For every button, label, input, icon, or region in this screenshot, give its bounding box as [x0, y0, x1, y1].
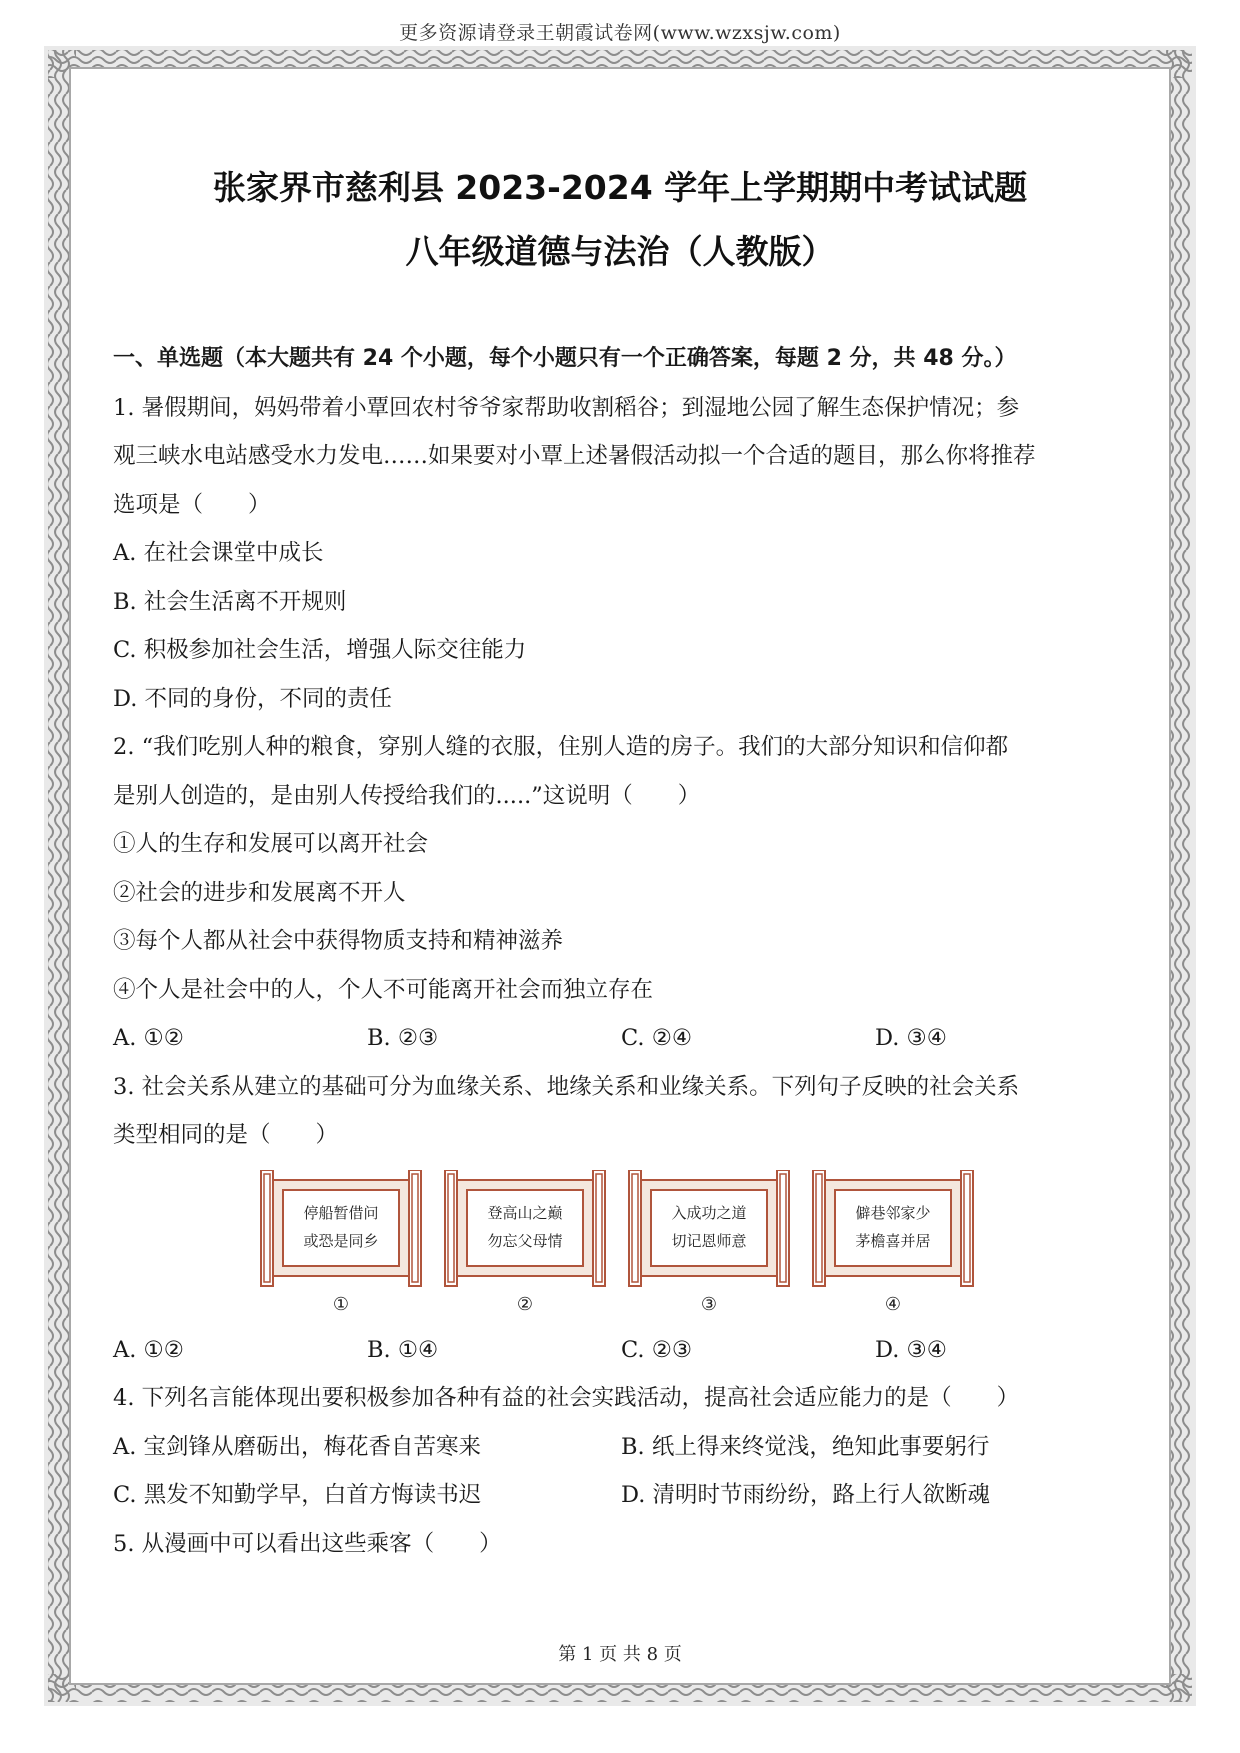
question-4-text: 4. 下列名言能体现出要积极参加各种有益的社会实践活动，提高社会适应能力的是（ ） [113, 1385, 1020, 1411]
scroll-rod-right [777, 1170, 789, 1286]
question-3-option-d: D. ③④ [875, 1336, 947, 1363]
question-3-options [113, 1326, 1129, 1375]
question-2-option-a: A. ①② [113, 1025, 184, 1051]
scroll-text-line1: 停船暂借问 [303, 1203, 379, 1222]
question-2-statement: ④个人是社会中的人，个人不可能离开社会而独立存在 [113, 976, 654, 1003]
scroll-label: ① [332, 1293, 350, 1315]
question-1-text: 1. 暑假期间，妈妈带着小覃回农村爷爷家帮助收割稻谷；到湿地公园了解生态保护情况；参 [113, 394, 1020, 421]
question-4-option-d: D. 清明时节雨纷纷，路上行人欲断魂 [621, 1482, 991, 1508]
question-3-text: 3. 社会关系从建立的基础可分为血缘关系、地缘关系和业缘关系。下列句子反映的社会关系 [113, 1073, 1020, 1100]
question-5-text: 5. 从漫画中可以看出这些乘客（ ） [113, 1530, 502, 1557]
scroll-text-line2: 或恐是同乡 [303, 1231, 379, 1250]
scroll-text-panel [835, 1190, 951, 1266]
scroll-rod-left [261, 1170, 273, 1286]
scroll-rod-right [409, 1170, 421, 1286]
scroll-rod-left [629, 1170, 641, 1286]
question-2-options [113, 1014, 1129, 1063]
scroll-text-line2: 切记恩师意 [671, 1231, 747, 1250]
scroll-text-panel [651, 1190, 767, 1266]
exam-content [113, 335, 1129, 1568]
exam-title: 张家界市慈利县 2023-2024 学年上学期期中考试试题 [212, 168, 1028, 207]
page-number: 第 1 页 共 8 页 [558, 1644, 682, 1665]
scroll-label: ③ [700, 1293, 718, 1315]
scroll-1 [261, 1170, 421, 1315]
question-1-option-b: B. 社会生活离不开规则 [113, 588, 347, 615]
question-3-scroll-figure [113, 1170, 1129, 1318]
question-3-option-a: A. ①② [113, 1336, 184, 1363]
question-1-text: 观三峡水电站感受水力发电……如果要对小覃上述暑假活动拟一个合适的题目，那么你将推荐 [113, 443, 1036, 469]
question-2-option-c: C. ②④ [621, 1025, 693, 1051]
exam-subtitle: 八年级道德与法治（人教版） [405, 232, 835, 271]
scroll-illustration [113, 1170, 1129, 1318]
question-2-text: 2. “我们吃别人种的粮食，穿别人缝的衣服，住别人造的房子。我们的大部分知识和信仰都 [113, 734, 1009, 760]
question-2-option-d: D. ③④ [875, 1025, 947, 1051]
scroll-text-line2: 勿忘父母情 [487, 1231, 563, 1250]
scroll-text-line1: 僻巷邻家少 [855, 1203, 931, 1222]
scroll-3 [629, 1170, 789, 1315]
question-3-option-c: C. ②③ [621, 1336, 693, 1363]
question-2-option-b: B. ②③ [367, 1025, 439, 1051]
scroll-text-panel [283, 1190, 399, 1266]
question-1-text: 选项是（ ） [113, 491, 271, 518]
scroll-label: ④ [884, 1293, 902, 1315]
question-4-option-b: B. 纸上得来终觉浅，绝知此事要躬行 [621, 1433, 990, 1460]
scroll-4 [813, 1170, 973, 1315]
question-1-option-a: A. 在社会课堂中成长 [113, 540, 324, 566]
scroll-rod-right [961, 1170, 973, 1286]
scroll-text-panel [467, 1190, 583, 1266]
scroll-text-line2: 茅檐喜并居 [855, 1231, 931, 1250]
question-1-option-c: C. 积极参加社会生活，增强人际交往能力 [113, 637, 527, 663]
scroll-rod-right [593, 1170, 605, 1286]
question-4-option-c: C. 黑发不知勤学早，白首方悔读书迟 [113, 1482, 482, 1508]
question-2-statement: ③每个人都从社会中获得物质支持和精神滋养 [113, 928, 564, 954]
section-heading: 一、单选题（本大题共有 24 个小题，每个小题只有一个正确答案，每题 2 分，共 48 分。） [113, 346, 1017, 371]
scroll-2 [445, 1170, 605, 1315]
question-2-text: 是别人创造的，是由别人传授给我们的.....”这说明（ ） [113, 782, 701, 809]
scroll-text-line1: 登高山之巅 [487, 1203, 563, 1222]
scroll-text-line1: 入成功之道 [671, 1203, 747, 1222]
question-4-options-row1 [113, 1423, 1129, 1472]
question-4-option-a: A. 宝剑锋从磨砺出，梅花香自苦寒来 [113, 1433, 482, 1460]
question-1-option-d: D. 不同的身份，不同的责任 [113, 685, 393, 712]
question-4-options-row2 [113, 1471, 1129, 1520]
scroll-rod-left [445, 1170, 457, 1286]
question-2-statement: ①人的生存和发展可以离开社会 [113, 831, 429, 857]
watermark-text: 更多资源请登录王朝霞试卷网(www.wzxsjw.com) [399, 22, 841, 44]
question-3-text: 类型相同的是（ ） [113, 1122, 339, 1148]
question-2-statement: ②社会的进步和发展离不开人 [113, 879, 406, 906]
scroll-label: ② [516, 1293, 534, 1315]
scroll-rod-left [813, 1170, 825, 1286]
question-3-option-b: B. ①④ [367, 1336, 439, 1363]
